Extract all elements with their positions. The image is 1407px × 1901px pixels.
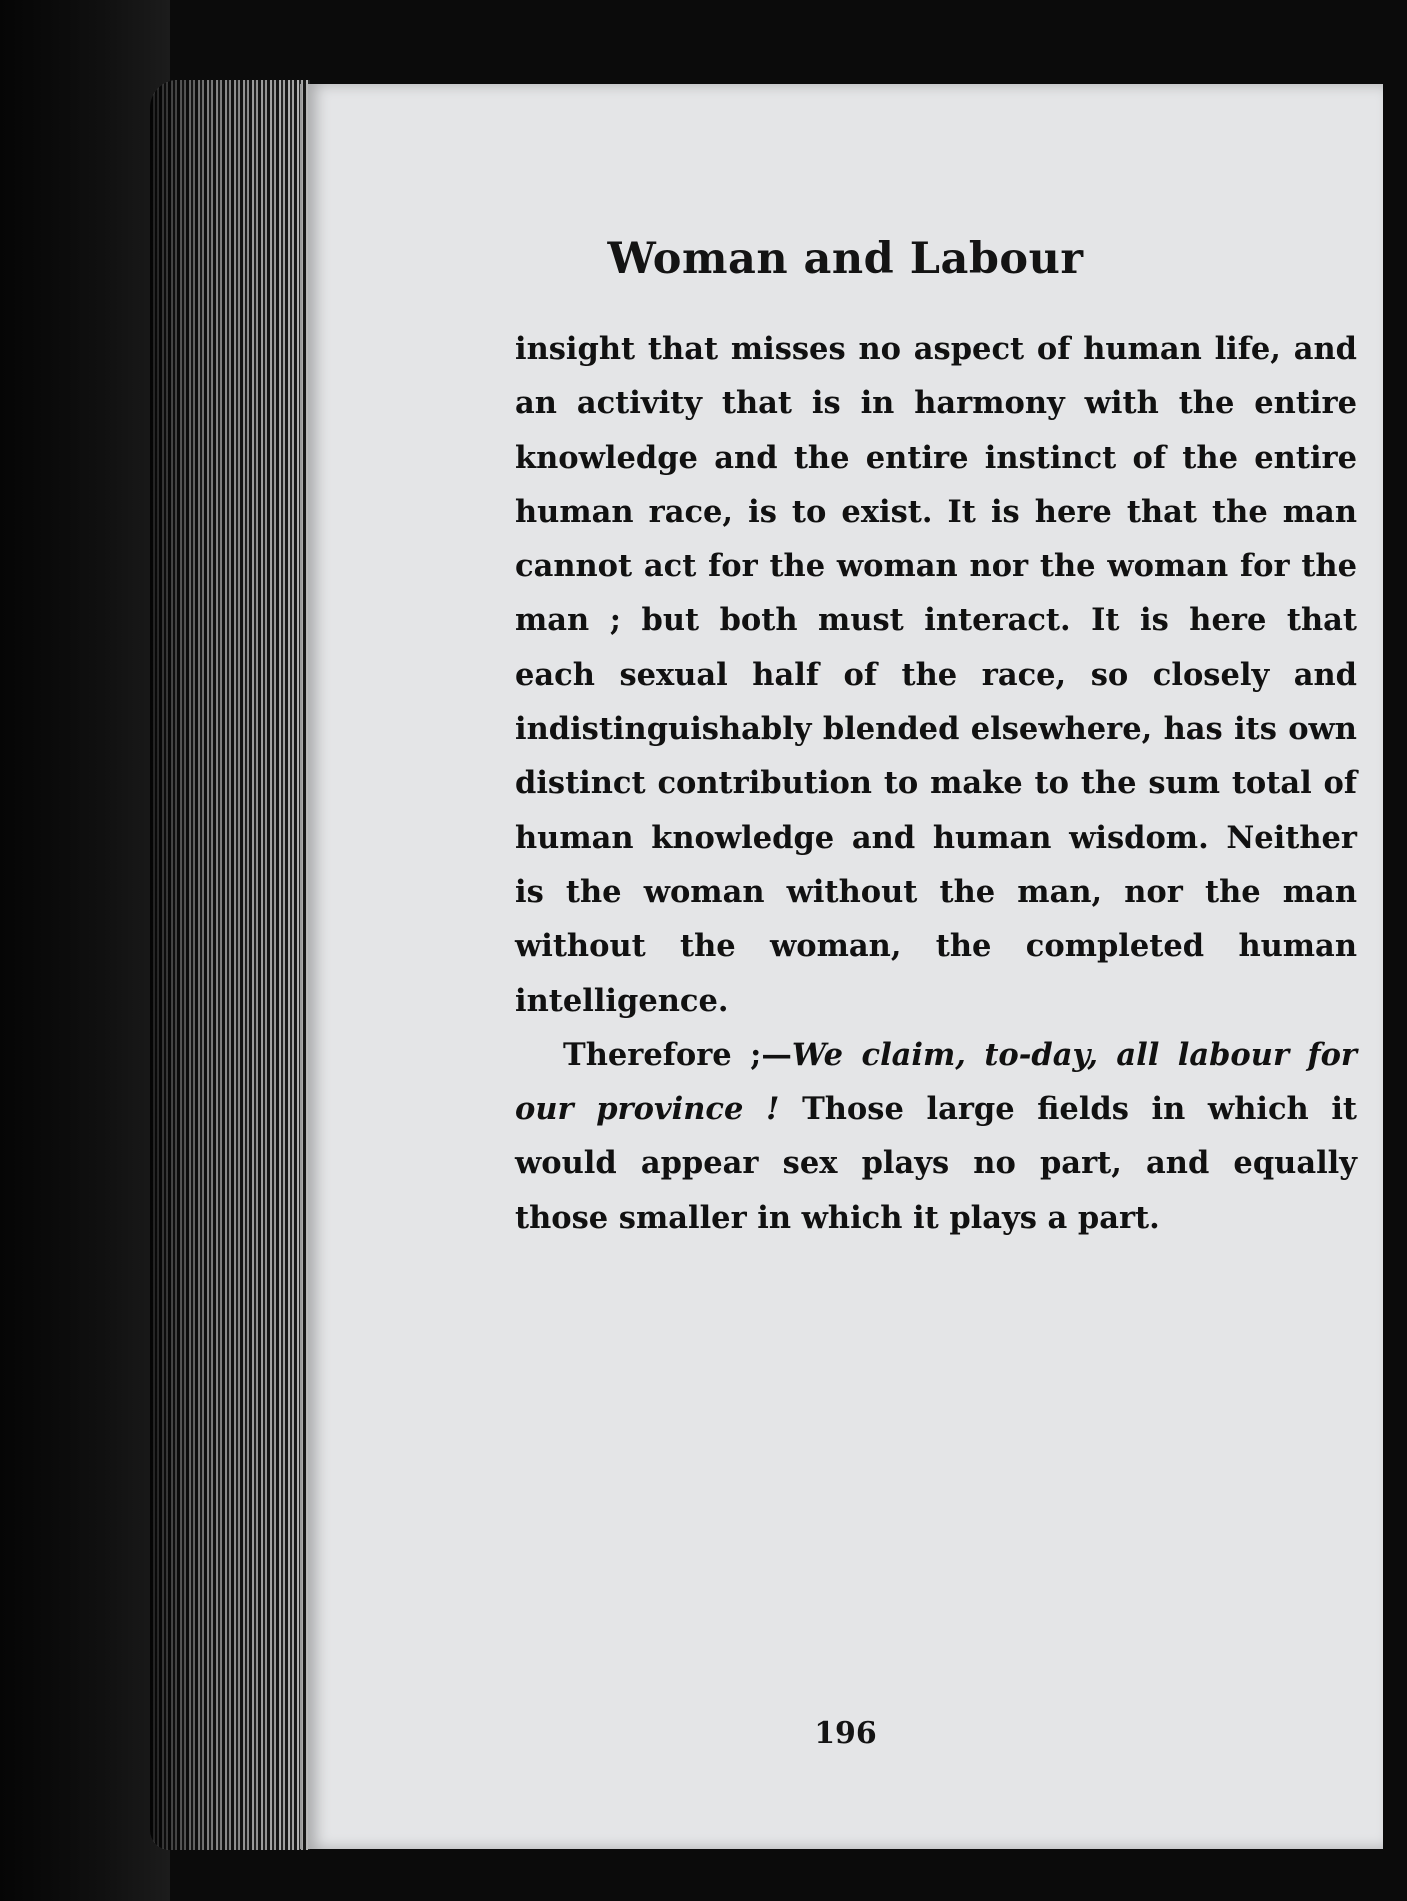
body-text <box>515 322 1357 1245</box>
page <box>308 84 1383 1849</box>
page-edges-shade <box>150 80 310 1850</box>
paragraph <box>515 1028 1357 1245</box>
binding-shadow <box>0 0 170 1901</box>
paragraph: insight that misses no aspect of human life, and an activity that is in harmony with the entire knowledge and the entire instinct of the entire human race, is to exist. It is here that the man cannot act for the woman nor the woman for the man ; but both must interact. It is here that each sexual half of the race, so closely and indistinguishably blended elsewhere, has its own distinct contribution to make to the sum total of human knowledge and human wisdom. Neither is the woman without the man, nor the man without the woman, the completed human intelligence. <box>515 331 1357 1019</box>
emphasized-claim: We claim, to-day, all labour for our province ! <box>515 1036 1357 1128</box>
page-gutter-line <box>300 84 302 1849</box>
running-head: Woman and Labour <box>607 234 1084 284</box>
paragraph-rest: Those large fields in which it would appear sex plays no part, and equally those smaller in which it plays a part. <box>515 1091 1357 1236</box>
paragraph-lead: Therefore ;— <box>563 1036 792 1073</box>
page-number: 196 <box>814 1716 877 1751</box>
